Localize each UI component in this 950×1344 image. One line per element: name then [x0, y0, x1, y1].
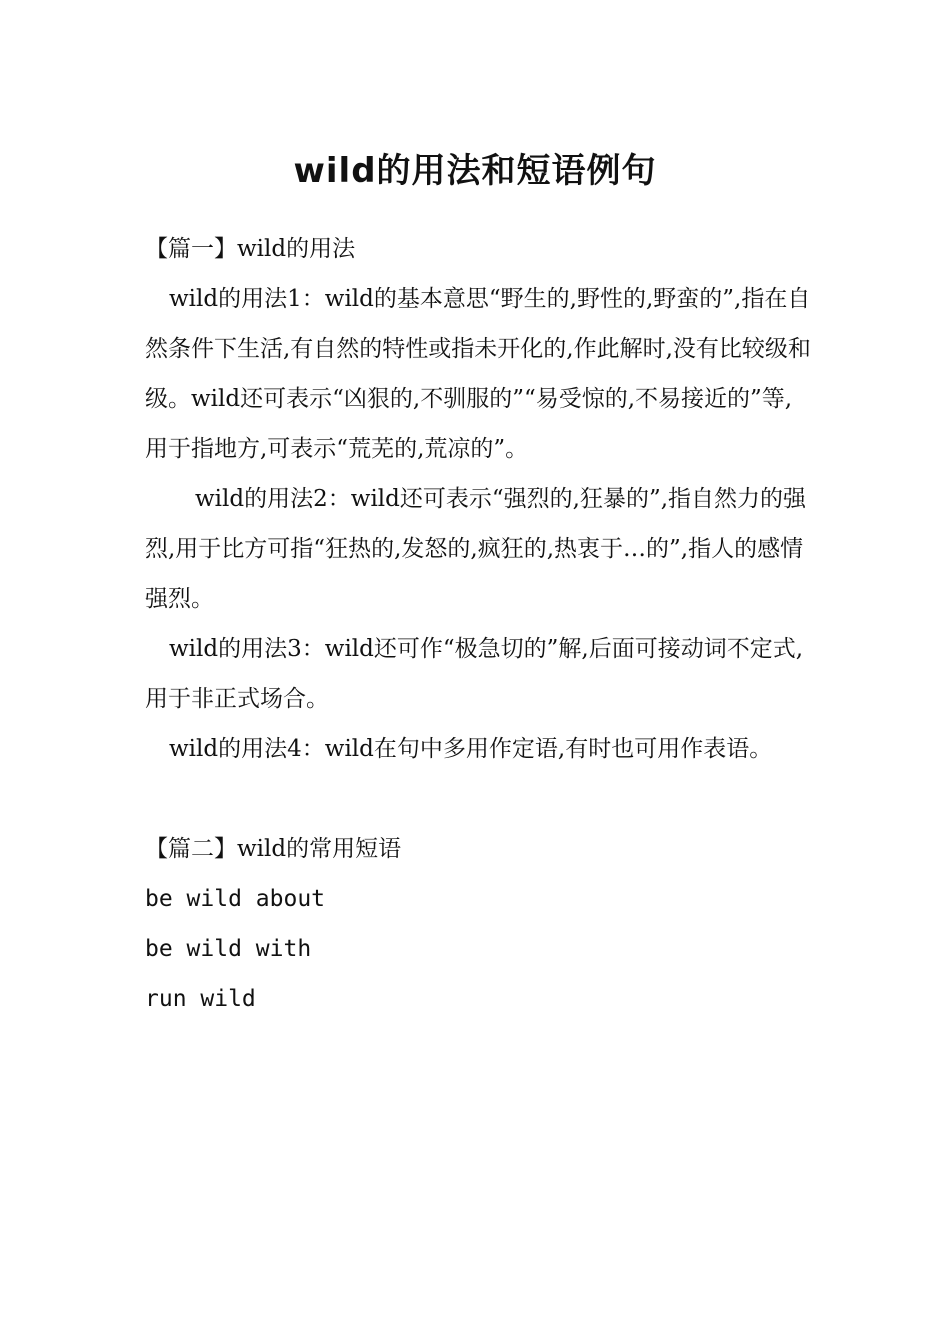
- document-title: wild的用法和短语例句: [293, 150, 657, 191]
- usage-paragraph-3: wild的用法3：wild还可作“极急切的”解,后面可接动词不定式,用于非正式场合。: [145, 636, 804, 712]
- usage-paragraph-4: wild的用法4：wild在句中多用作定语,有时也可用作表语。: [169, 736, 773, 762]
- usage-paragraph-2: wild的用法2：wild还可表示“强烈的,狂暴的”,指自然力的强烈,用于比方可指“狂热的,发怒的,疯狂的,热衷于…的”,指人的感情强烈。: [145, 486, 807, 612]
- phrase-item: run wild: [145, 986, 256, 1012]
- section-heading-2: 【篇二】wild的常用短语: [145, 836, 402, 862]
- phrase-item: be wild with: [145, 936, 312, 962]
- section-spacer: [145, 774, 813, 824]
- document-body: [145, 224, 813, 1024]
- phrase-item: be wild about: [145, 886, 326, 912]
- section-heading-1: 【篇一】wild的用法: [145, 236, 356, 262]
- usage-paragraph-1: wild的用法1：wild的基本意思“野生的,野性的,野蛮的”,指在自然条件下生活,有自然的特性或指未开化的,作此解时,没有比较级和级。wild还可表示“凶狠的,不驯服的”“易受惊的,不易接近的”等,用于指地方,可表示“荒芜的,荒凉的”。: [145, 286, 811, 462]
